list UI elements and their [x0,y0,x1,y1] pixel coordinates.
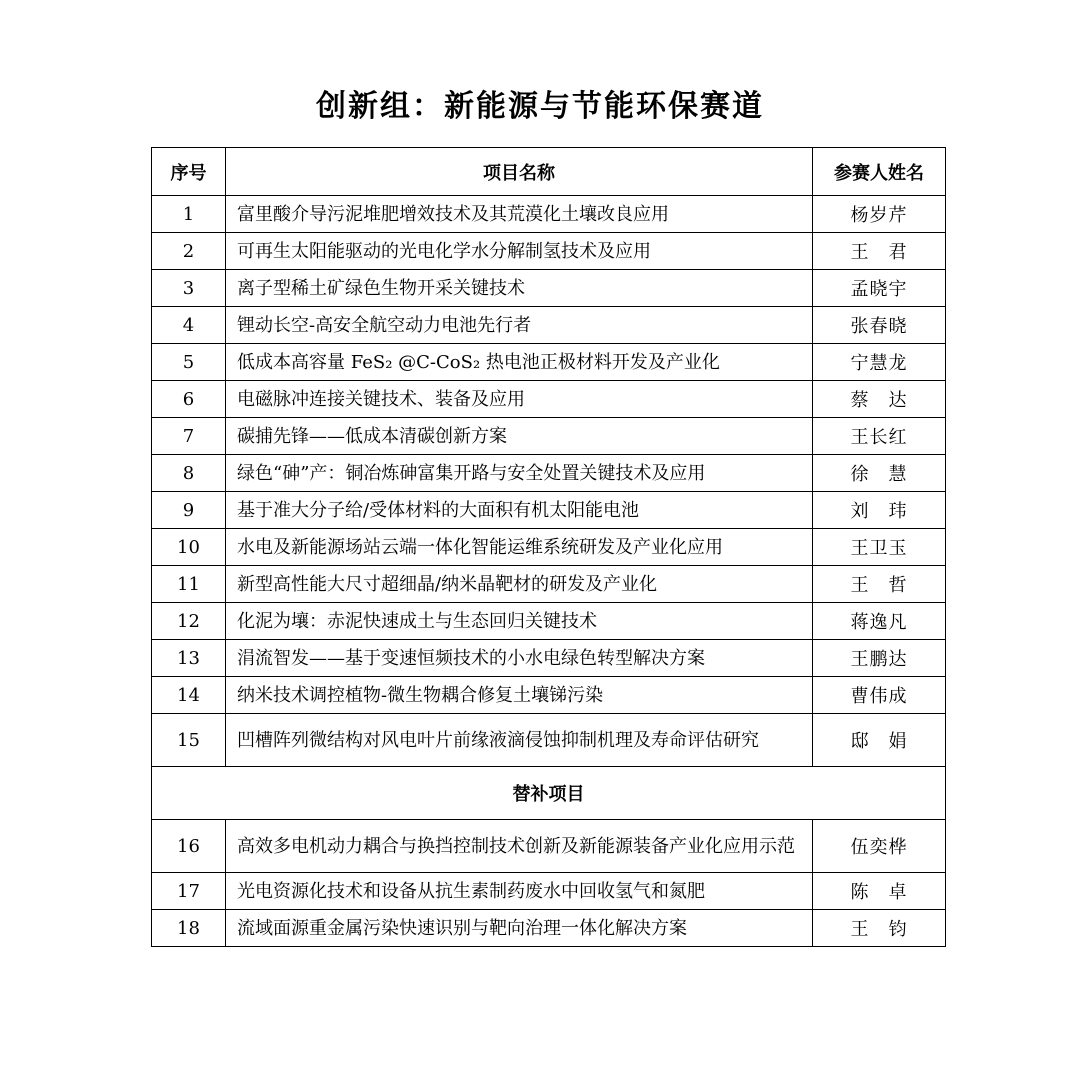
row-participant: 邸 娟 [813,714,946,767]
row-project-name: 绿色“砷”产：铜冶炼砷富集开路与安全处置关键技术及应用 [226,455,813,492]
row-participant: 王 哲 [813,566,946,603]
row-participant: 蔡 达 [813,381,946,418]
row-num: 6 [152,381,226,418]
row-num: 4 [152,307,226,344]
row-num: 10 [152,529,226,566]
table-row [152,455,946,492]
row-num: 18 [152,910,226,947]
row-project-name: 离子型稀土矿绿色生物开采关键技术 [226,270,813,307]
row-num: 9 [152,492,226,529]
row-project-name: 富里酸介导污泥堆肥增效技术及其荒漠化土壤改良应用 [226,196,813,233]
table-header-row [152,148,946,196]
table-row [152,714,946,767]
table-row [152,566,946,603]
table-row [152,820,946,873]
row-num: 3 [152,270,226,307]
row-project-name: 流域面源重金属污染快速识别与靶向治理一体化解决方案 [226,910,813,947]
row-project-name: 低成本高容量 FeS₂ @C-CoS₂ 热电池正极材料开发及产业化 [226,344,813,381]
row-num: 5 [152,344,226,381]
row-num: 14 [152,677,226,714]
row-project-name: 碳捕先锋——低成本清碳创新方案 [226,418,813,455]
table-row [152,603,946,640]
project-table [151,147,946,947]
table-row [152,196,946,233]
row-num: 7 [152,418,226,455]
row-participant: 宁慧龙 [813,344,946,381]
table-row [152,344,946,381]
row-num: 8 [152,455,226,492]
row-num: 12 [152,603,226,640]
row-num: 2 [152,233,226,270]
row-participant: 王卫玉 [813,529,946,566]
row-num: 17 [152,873,226,910]
row-num: 13 [152,640,226,677]
table-row [152,270,946,307]
table-row [152,418,946,455]
table-row [152,233,946,270]
header-participant: 参赛人姓名 [813,148,946,196]
row-project-name: 光电资源化技术和设备从抗生素制药废水中回收氢气和氮肥 [226,873,813,910]
table-row [152,910,946,947]
table-row [152,381,946,418]
row-participant: 孟晓宇 [813,270,946,307]
row-project-name: 水电及新能源场站云端一体化智能运维系统研发及产业化应用 [226,529,813,566]
row-participant: 伍奕桦 [813,820,946,873]
table-row [152,873,946,910]
row-participant: 王 君 [813,233,946,270]
table-row [152,677,946,714]
row-project-name: 化泥为壤：赤泥快速成土与生态回归关键技术 [226,603,813,640]
row-participant: 王鹏达 [813,640,946,677]
row-project-name: 可再生太阳能驱动的光电化学水分解制氢技术及应用 [226,233,813,270]
substitute-label: 替补项目 [152,767,946,820]
table-row [152,529,946,566]
row-project-name: 纳米技术调控植物-微生物耦合修复土壤锑污染 [226,677,813,714]
row-participant: 刘 玮 [813,492,946,529]
row-participant: 王长红 [813,418,946,455]
row-participant: 王 钧 [813,910,946,947]
row-num: 16 [152,820,226,873]
row-num: 15 [152,714,226,767]
row-project-name: 新型高性能大尺寸超细晶/纳米晶靶材的研发及产业化 [226,566,813,603]
row-participant: 蒋逸凡 [813,603,946,640]
row-project-name: 涓流智发——基于变速恒频技术的小水电绿色转型解决方案 [226,640,813,677]
row-project-name: 锂动长空-高安全航空动力电池先行者 [226,307,813,344]
row-participant: 张春晓 [813,307,946,344]
row-project-name: 基于准大分子给/受体材料的大面积有机太阳能电池 [226,492,813,529]
row-participant: 曹伟成 [813,677,946,714]
row-project-name: 电磁脉冲连接关键技术、装备及应用 [226,381,813,418]
substitute-header-row [152,767,946,820]
row-num: 11 [152,566,226,603]
table-row [152,307,946,344]
row-participant: 杨岁芹 [813,196,946,233]
row-num: 1 [152,196,226,233]
header-num: 序号 [152,148,226,196]
page-title: 创新组：新能源与节能环保赛道 [316,89,764,124]
table-row [152,492,946,529]
row-project-name: 高效多电机动力耦合与换挡控制技术创新及新能源装备产业化应用示范 [226,820,813,873]
table-row [152,640,946,677]
row-project-name: 凹槽阵列微结构对风电叶片前缘液滴侵蚀抑制机理及寿命评估研究 [226,714,813,767]
header-project-name: 项目名称 [226,148,813,196]
row-participant: 徐 慧 [813,455,946,492]
row-participant: 陈 卓 [813,873,946,910]
